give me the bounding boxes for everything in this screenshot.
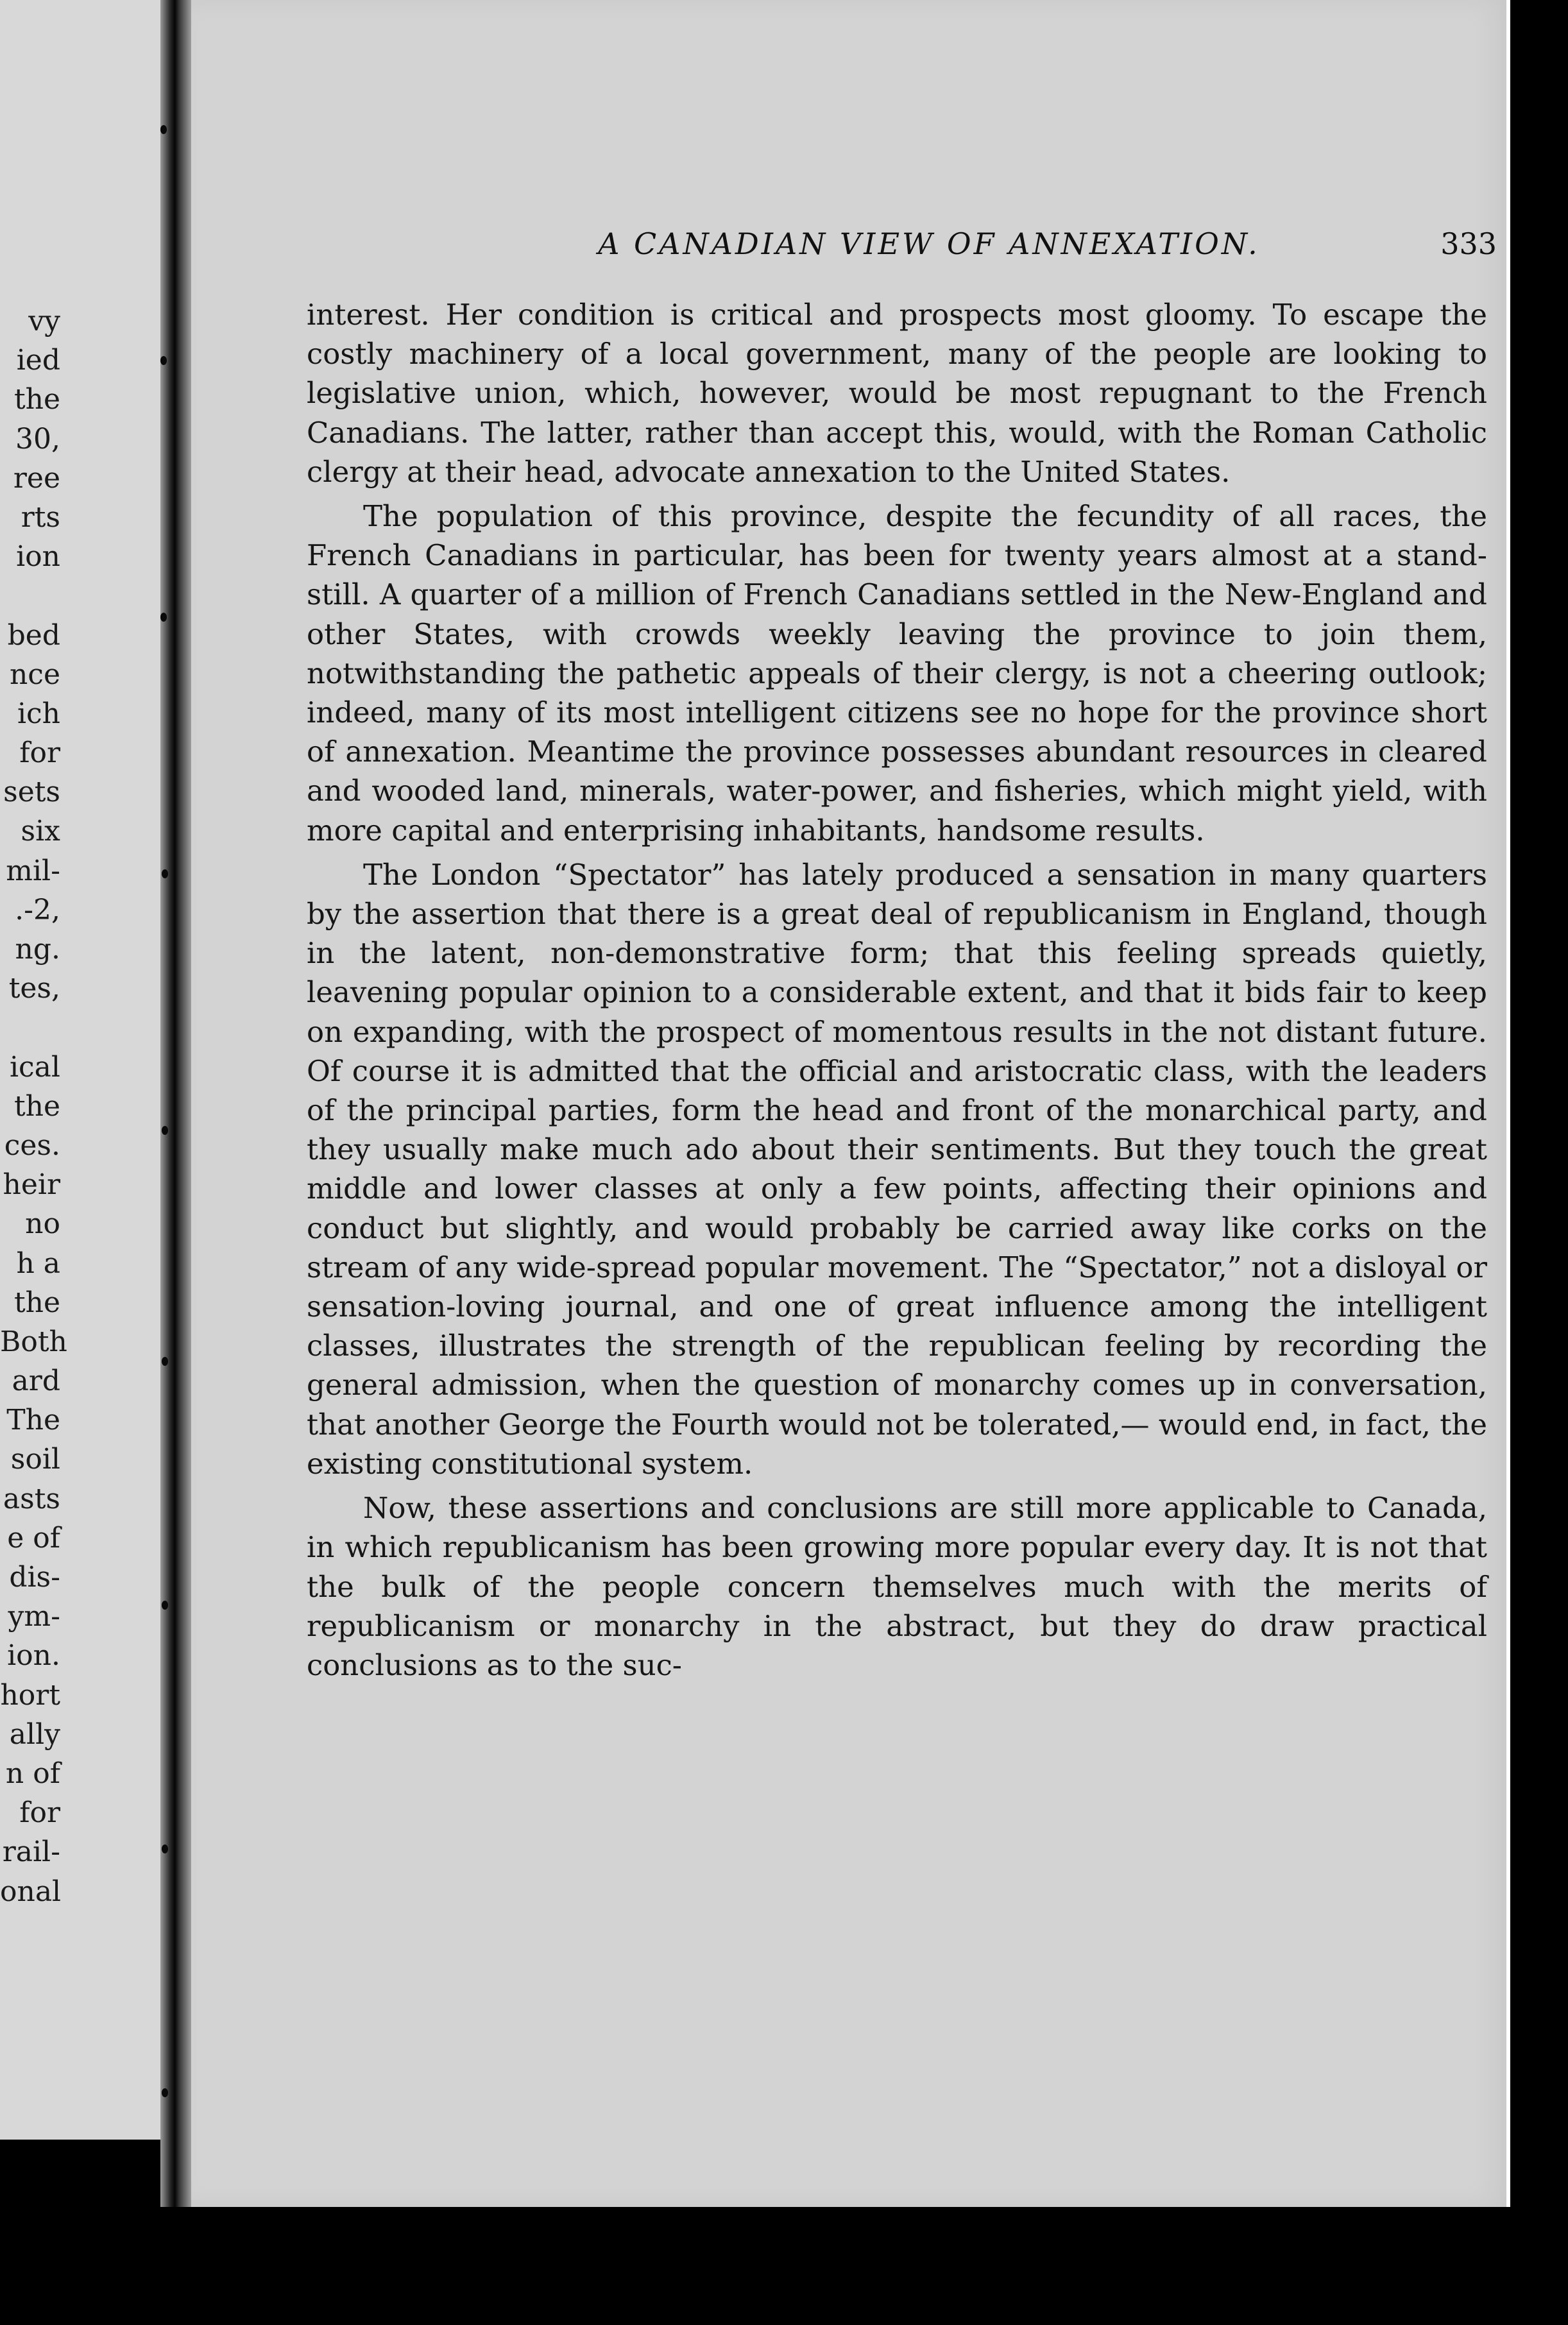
fragment-line (0, 576, 168, 615)
fragment-line: ym- (8, 1600, 60, 1633)
fragment-line: no (25, 1207, 60, 1241)
fragment-line: ree (13, 461, 60, 495)
fragment-line: ied (16, 344, 60, 377)
fragment-line: h a (16, 1247, 60, 1280)
fragment-line: rts (21, 500, 60, 534)
fragment-line: n of (5, 1757, 60, 1790)
scan-bottom-margin (0, 2207, 1568, 2325)
facing-page-left (0, 0, 168, 2140)
fragment-line: .-2, (15, 893, 60, 926)
paragraph: The population of this province, despite the fecundity of all races, the French Canadians in particular, has been for twenty years almost at a stand-still. A quarter of a million of French Canadians settled in the New-England and other States, with crowds weekly leaving the province to join them, notwithstanding the pathetic appeals of their clergy, is not a cheering outlook; indeed, many of its most intelligent citizens see no hope for the province short of annexation. Meantime the province possesses abundant resources in cleared and wooded land, minerals, water-power, and fisheries, which might yield, with more capital and enterprising inhabitants, handsome results. (307, 499, 1487, 847)
fragment-line: ces. (4, 1128, 60, 1162)
body-text (307, 295, 1487, 1685)
fragment-line: ion (16, 540, 60, 574)
paragraph: interest. Her condition is critical and prospects most gloomy. To escape the costly machinery of a local government, many of the people are looking to legislative union, which, however, would be most repugnant to the French Canadians. The latter, rather than accept this, would, with the Roman Catholic clergy at their head, advocate annexation to the United States. (307, 298, 1487, 489)
stitch-hole (162, 1601, 168, 1610)
fragment-line: rail- (2, 1835, 60, 1869)
fragment-line: The (6, 1404, 60, 1437)
fragment-line: six (21, 815, 60, 848)
fragment-line: soil (10, 1443, 60, 1476)
fragment-line: nce (9, 658, 60, 691)
fragment-line: ng. (15, 933, 60, 966)
fragment-line: e of (7, 1521, 60, 1554)
fragment-line: vy (28, 305, 60, 337)
stitch-hole (160, 356, 167, 365)
stitch-hole (162, 1126, 168, 1135)
fragment-line: ally (9, 1717, 60, 1751)
fragment-line: heir (3, 1168, 60, 1202)
fragment-line: dis- (9, 1561, 60, 1594)
paragraph: The London “Spectator” has lately produced a sensation in many quarters by the assertion that there is a great deal of republicanism in England, though in the latent, non-demonstrative form; that this feeling spreads quietly, leavening popular opinion to a considerable extent, and that it bids fair to keep on expanding, with the prospect of momentous results in the not distant future. Of course it is admitted that the official and aristocratic class, with the leaders of the principal parties, form the head and front of the monarchical party, and they usually make much ado about their sentiments. But they touch the great middle and lower classes at only a few points, affecting their opinions and conduct but slightly, and would probably be carried away like corks on the stream of any wide-spread popular movement. The “Spectator,” not a disloyal or sensation-loving journal, and one of great influence among the intelligent classes, illustrates the strength of the republican feeling by recording the general admission, when the question of monarchy comes up in conversation, that another George the Fourth would not be tolerated,— would end, in fact, the existing constitutional system. (307, 857, 1487, 1481)
fragment-line: ich (17, 697, 60, 730)
fragment-line: ion. (7, 1639, 60, 1673)
stitch-hole (162, 1844, 168, 1853)
stitch-hole (162, 869, 168, 878)
fragment-line: ard (12, 1365, 60, 1398)
stitch-hole (160, 125, 167, 134)
fragment-line: the (13, 1286, 60, 1319)
fragment-line: 30, (15, 422, 60, 456)
paragraph: Now, these assertions and conclusions are still more applicable to Canada, in which republicanism has been growing more popular every day. It is not that the bulk of the people concern themselves much with the merits of republicanism or monarchy in the abstract, but they do draw practical conclusions as to the suc- (307, 1491, 1487, 1682)
book-binding-gutter (160, 0, 192, 2325)
fragment-line: ical (9, 1050, 60, 1084)
fragment-line: sets (3, 776, 60, 809)
fragment-line: the (13, 1089, 60, 1123)
running-title: A CANADIAN VIEW OF ANNEXATION. (598, 226, 1260, 261)
fragment-line: the (13, 383, 60, 416)
book-page (191, 0, 1510, 2207)
stitch-hole (160, 613, 167, 622)
fragment-line: mil- (6, 854, 60, 887)
stitch-hole (162, 1357, 168, 1366)
fragment-line: for (19, 1796, 60, 1830)
fragment-line (0, 1008, 168, 1047)
stitch-hole (162, 2088, 168, 2097)
fragment-line: tes, (8, 972, 60, 1005)
fragment-line: hort (0, 1678, 60, 1712)
fragment-line: Both (0, 1325, 67, 1358)
fragment-line: for (19, 737, 60, 770)
fragment-line: onal (0, 1875, 62, 1908)
facing-page-text-fragments (0, 302, 168, 1911)
page-number: 333 (1440, 226, 1497, 261)
running-head (448, 221, 1497, 266)
fragment-line: asts (3, 1482, 60, 1515)
fragment-line: bed (7, 618, 60, 652)
